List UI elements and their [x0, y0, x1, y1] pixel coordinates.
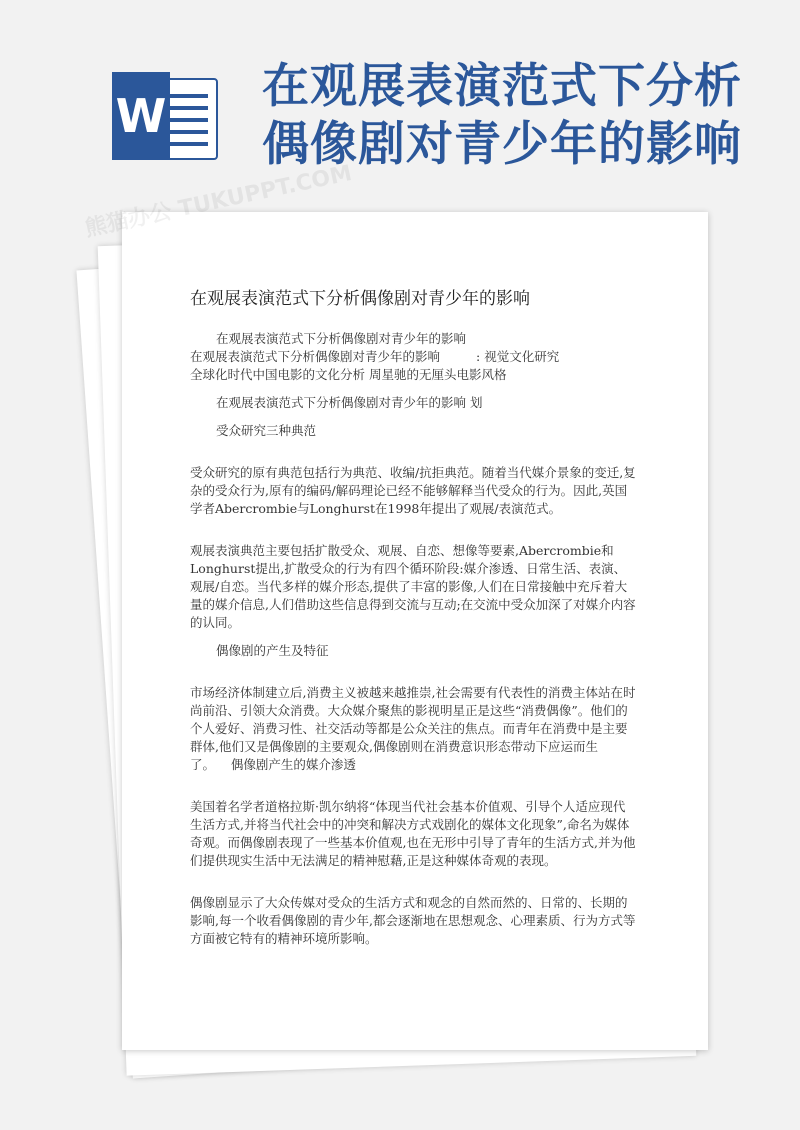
heading-line-4: 在观展表演范式下分析偶像剧对青少年的影响 划: [216, 395, 483, 410]
paragraph-3-text: 市场经济体制建立后,消费主义被越来越推崇,社会需要有代表性的消费主体站在时尚前沿、引领大众消费。大众媒介聚焦的影视明星正是这些“消费偶像”。他们的个人爱好、消费习性、社交活动等都是公众关注的焦点。而青年在消费中是主要群体,他们又是偶像剧的主要观众,偶像剧则在消费意识形态带动下应运而生了。: [190, 685, 636, 772]
section-heading-media-penetration: 偶像剧产生的媒介渗透: [230, 757, 356, 772]
word-logo-badge: W: [112, 72, 170, 160]
heading-line-2: [190, 348, 636, 366]
banner-title-line1: 在观展表演范式下分析: [262, 59, 742, 114]
paragraph-3: [190, 684, 636, 774]
heading-line-2-main: 在观展表演范式下分析偶像剧对青少年的影响: [190, 349, 441, 364]
section-heading-audience: 受众研究三种典范: [216, 423, 317, 438]
heading-line-3: 全球化时代中国电影的文化分析 周星驰的无厘头电影风格: [190, 367, 507, 382]
heading-line-1: 在观展表演范式下分析偶像剧对青少年的影响: [216, 331, 467, 346]
word-icon: [112, 72, 216, 160]
watermark: 熊猫办公 TUKUPPT.COM: [82, 160, 355, 242]
paragraph-5: 偶像剧显示了大众传媒对受众的生活方式和观念的自然而然的、日常的、长期的影响,每一个收看偶像剧的青少年,都会逐渐地在思想观念、心理素质、行为方式等方面被它特有的精神环境所影响。: [190, 895, 636, 946]
document-title: 在观展表演范式下分析偶像剧对青少年的影响: [190, 289, 530, 309]
paragraph-4: 美国着名学者道格拉斯·凯尔纳将“体现当代社会基本价值观、引导个人适应现代生活方式,并将当代社会中的冲突和解决方式戏剧化的媒体文化现象”,命名为媒体奇观。而偶像剧表现了一些基本价值观,也在无形中引导了青年的生活方式,并为他们提供现实生活中无法满足的精神慰藉,正是这种媒体奇观的表现。: [190, 799, 636, 868]
banner-title-line2: 偶像剧对青少年的影响: [262, 117, 742, 172]
header: [0, 0, 800, 200]
heading-line-2-tail: : 视觉文化研究: [476, 349, 560, 364]
paragraph-1: 受众研究的原有典范包括行为典范、收编/抗拒典范。随着当代媒介景象的变迁,复杂的受众行为,原有的编码/解码理论已经不能够解释当代受众的行为。因此,英国学者Abercrombie与Longhurst在1998年提出了观展/表演范式。: [190, 465, 636, 516]
banner-title: [262, 58, 742, 174]
paragraph-2: 观展表演典范主要包括扩散受众、观展、自恋、想像等要素,Abercrombie和Longhurst提出,扩散受众的行为有四个循环阶段:媒介渗透、日常生活、表演、观展/自恋。当代多样的媒介形态,提供了丰富的影像,人们在日常接触中充斥着大量的媒介信息,人们借助这些信息得到交流与互动;在交流中受众加深了对媒介内容的认同。: [190, 543, 636, 630]
document-body: [190, 330, 636, 948]
document-page: [82, 160, 708, 1050]
section-heading-idol-drama: 偶像剧的产生及特征: [216, 643, 329, 658]
